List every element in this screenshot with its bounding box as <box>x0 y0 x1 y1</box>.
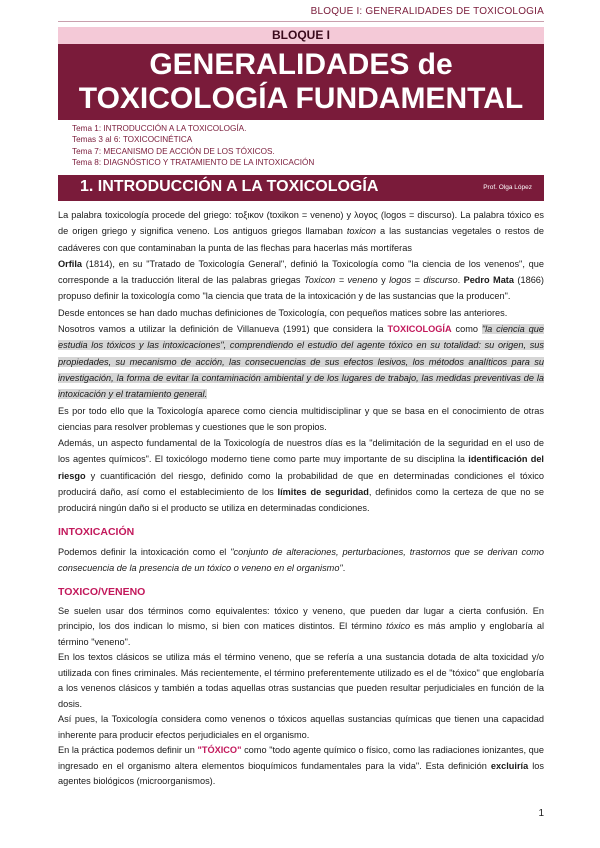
section-title: 1. INTRODUCCIÓN A LA TOXICOLOGÍA <box>80 178 379 195</box>
toc-item: Temas 3 al 6: TOXICOCINÉTICA <box>72 135 193 145</box>
paragraph: En la práctica podemos definir un "TÓXICO" como "todo agente químico o físico, como las radiaciones ionizantes, que ingresado en el organismo altera elementos bioquímicos fundamentales para la vida". Esta definición excluiría los agentes biológicos (microorganismos). <box>58 745 545 787</box>
keyword-highlight: "TÓXICO" <box>197 745 242 756</box>
paragraph: Podemos definir la intoxicación como el "conjunto de alteraciones, perturbaciones, trastornos que se derivan como consecuencia de la presencia de un tóxico o veneno en el organismo". <box>58 546 544 574</box>
paragraph: Desde entonces se han dado muchas definiciones de Toxicología, con pequeños matices sobre las anteriores. <box>58 307 508 318</box>
page-number: 1 <box>538 808 544 819</box>
paragraph: Orfila (1814), en su "Tratado de Toxicología General", definió la Toxicología como "la ciencia de los venenos", que corresponde a la traducción literal de las palabras griegas Toxicon = veneno y logos = discurso. Pedro Mata (1866) propuso definir la toxicología como "la ciencia que trata de la intoxicación y de las sustancias que la producen". <box>58 258 544 302</box>
toc-item: Tema 7: MECANISMO DE ACCIÓN DE LOS TÓXICOS. <box>72 146 275 156</box>
running-header: BLOQUE I: GENERALIDADES DE TOXICOLOGIA <box>310 6 544 17</box>
author-label: Prof. Olga López <box>483 184 532 191</box>
highlighted-definition: "la ciencia que estudia los tóxicos y las intoxicaciones", comprendiendo el estudio del agente tóxico en su totalidad: su origen, sus propiedades, su mecanismo de acción, las consecuencias de sus efectos lesivos, los métodos analíticos para su investigación, la forma de evitar la contaminación ambiental y de los lugares de trabajo, las medidas preventivas de la intoxicación y el tratamiento general. <box>58 324 544 400</box>
title-line-1: GENERALIDADES de <box>149 48 453 81</box>
paragraph: Nosotros vamos a utilizar la definición de Villanueva (1991) que considera la TOXICOLOGÍA como "la ciencia que estudia los tóxicos y las intoxicaciones", comprendiendo el estudio del agente tóxico en su totalidad: su origen, sus propiedades, su mecanismo de acción, las consecuencias de sus efectos lesivos, los métodos analíticos para su investigación, la forma de evitar la contaminación ambiental y de los lugares de trabajo, las medidas preventivas de la intoxicación y el tratamiento general. <box>58 324 544 400</box>
toc-item: Tema 1: INTRODUCCIÓN A LA TOXICOLOGÍA. <box>72 124 247 133</box>
paragraph: Así pues, la Toxicología considera como venenos o tóxicos aquellas sustancias químicas que tienen una capacidad inherente para producir efectos perjudiciales en el organismo. <box>58 714 544 740</box>
toc-item: Tema 8: DIAGNÓSTICO Y TRATAMIENTO DE LA INTOXICACIÓN <box>72 157 315 167</box>
paragraph: La palabra toxicología procede del griego: τοξικον (toxikon = veneno) y λογος (logos = discurso). La palabra tóxico es de origen griego y significa veneno. Los antiguos griegos llamaban toxicon a las sustancias vegetales o restos de cadáveres con que contaminaban la punta de las flechas para hacerlas más mortíferas <box>58 210 544 253</box>
header-divider <box>58 21 544 22</box>
paragraph: Se suelen usar dos términos como equivalentes: tóxico y veneno, que pueden dar lugar a cierta confusión. En principio, los dos indican lo mismo, si bien con matices distintos. El término tóxico es más amplio y englobaría al término "veneno". <box>58 605 545 647</box>
body-content <box>58 207 544 790</box>
paragraph: Es por todo ello que la Toxicología aparece como ciencia multidisciplinar y que se basa en el conocimiento de otras ciencias para resolver problemas y cuestiones que le son propios. <box>58 405 544 432</box>
table-of-contents <box>72 123 314 168</box>
paragraph: Además, un aspecto fundamental de la Toxicología de nuestros días es la "delimitación de la seguridad en el uso de los agentes químicos". El toxicólogo moderno tiene como parte muy importante de su disciplina la identificación del riesgo y cuantificación del riesgo, definido como la probabilidad de que en determinadas condiciones el tóxico producirá daño, así como el establecimiento de los límites de seguridad, definidos como la certeza de que no se producirá ningún daño si el producto se utiliza en determinadas condiciones. <box>58 438 545 514</box>
subheading-toxico-veneno: TOXICO/VENENO <box>58 585 146 598</box>
subheading-intoxicacion: INTOXICACIÓN <box>58 525 135 538</box>
block-label: BLOQUE I <box>58 27 544 44</box>
section-header <box>58 175 544 201</box>
paragraph: En los textos clásicos se utiliza más el término veneno, que se refería a una sustancia dotada de alta toxicidad y/o utilizada con fines criminales. Más recientemente, el término preferentemente utilizado es el de "tóxico" que englobaría a los venenos clásicos y también a todas aquellas otras sustancias que pueden resultar perjudiciales en función de la dosis. <box>58 652 544 709</box>
title-line-2: TOXICOLOGÍA FUNDAMENTAL <box>78 82 524 115</box>
keyword-highlight: TOXICOLOGÍA <box>387 324 452 335</box>
page-title <box>58 44 544 120</box>
